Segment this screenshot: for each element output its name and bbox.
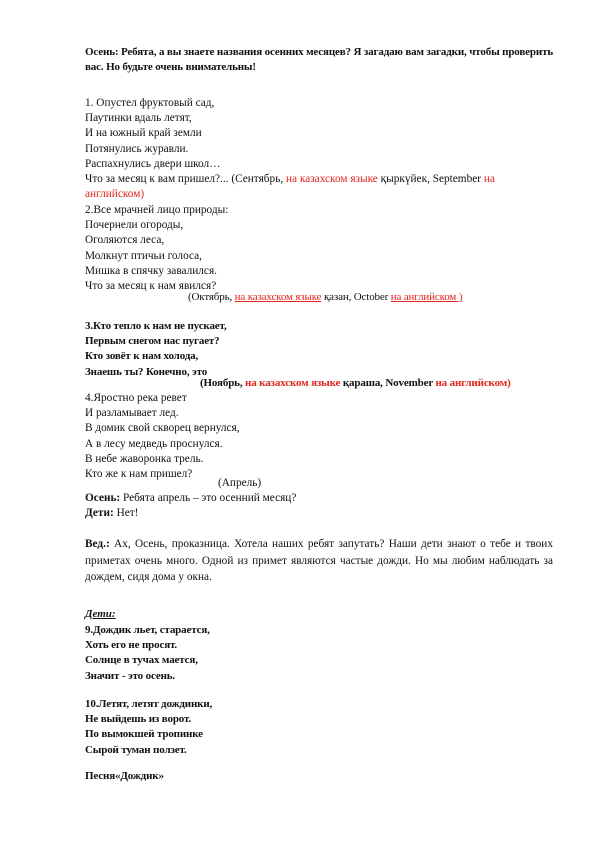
riddle-line: А в лесу медведь проснулся. (85, 437, 223, 450)
riddle-line: Потянулись журавли. (85, 142, 189, 155)
poem-line: Хоть его не просят. (85, 639, 178, 652)
autumn-line: Осень: Ребята апрель – это осенний месяц? (85, 492, 297, 504)
riddle-line: Оголяются леса, (85, 234, 165, 247)
kids-line: Дети: Нет! (85, 507, 139, 520)
riddle-line: И разламывает лед. (85, 407, 179, 420)
riddle-line: Первым снегом нас пугает? (85, 335, 220, 348)
riddle-line: Кто зовёт к нам холода, (85, 350, 199, 363)
riddle-line: Знаешь ты? Конечно, это (85, 365, 208, 378)
riddle-line: 3.Кто тепло к нам не пускает, (85, 320, 227, 332)
dialog (85, 491, 553, 521)
riddle-line: 2.Все мрачней лицо природы: (85, 204, 229, 216)
poem-line: По вымокшей тропинке (85, 728, 203, 741)
host-text: Ах, Осень, проказница. Хотела наших ребят запутать? Наши дети знают о тебе и твоих приметах очень много. Одной из примет являются частые дожди. Но мы любим наблюдать за дождем, сидя дома у окна. (85, 538, 553, 583)
host-paragraph (85, 536, 553, 586)
children-heading: Дети: (85, 608, 116, 620)
riddle-line: 4.Яростно река ревет (85, 392, 187, 404)
riddle-3-answer: (Ноябрь, на казахском языке қараша, November на английском) (200, 377, 511, 389)
poem-line: Значит - это осень. (85, 669, 176, 682)
poem-line: Не выйдешь из ворот. (85, 713, 192, 726)
riddle-line: Почернели огороды, (85, 219, 184, 232)
song-title: Песня«Дождик» (85, 770, 164, 782)
riddle-4-answer: (Апрель) (218, 477, 262, 489)
riddle-line: И на южный край земли (85, 127, 202, 140)
poem-line: Солнце в тучах мается, (85, 654, 198, 667)
host-speaker: Вед.: (85, 538, 110, 550)
riddle-line: В небе жаворонка трель. (85, 452, 204, 465)
english-note: на (483, 173, 495, 186)
riddle-line: Мишка в спячку завалился. (85, 264, 217, 277)
kazakh-note: на казахском языке (234, 291, 322, 303)
riddle-2-answer: (Октябрь, на казахском языке қазан, October на английском ) (188, 291, 463, 303)
riddle-line: Что за месяц к нам явился? (85, 280, 217, 293)
intro-paragraph (85, 45, 553, 75)
intro-text: Ребята, а вы знаете названия осенних месяцев? Я загадаю вам загадки, чтобы проверить вас. Но будьте очень внимательны! (85, 46, 553, 74)
poem-10 (85, 697, 553, 758)
riddle-3 (85, 319, 553, 380)
riddle-line: Молкнут птичьи голоса, (85, 249, 202, 262)
riddle-question: Что за месяц к вам пришел?... (Сентябрь, на казахском языке қыркүйек, September на (85, 173, 495, 186)
kazakh-note: на казахском языке (286, 173, 378, 186)
riddle-line: В домик свой скворец вернулся, (85, 422, 240, 435)
poem-line: 9.Дождик льет, старается, (85, 624, 210, 636)
poem-9 (85, 623, 553, 684)
riddle-line: 1. Опустел фруктовый сад, (85, 97, 215, 109)
kazakh-note: на казахском языке (245, 377, 341, 389)
riddle-line: Паутинки вдаль летят, (85, 112, 192, 125)
english-note: на английском) (435, 377, 511, 389)
riddle-2 (85, 203, 553, 294)
riddle-line: Кто же к нам пришел? (85, 468, 193, 481)
english-note-cont: английском) (85, 188, 145, 201)
poem-line: Сырой туман ползет. (85, 743, 187, 756)
riddle-line: Распахнулись двери школ… (85, 157, 221, 170)
poem-line: 10.Летят, летят дождинки, (85, 698, 213, 710)
riddle-4 (85, 391, 553, 482)
riddle-1 (85, 96, 553, 202)
english-note: на английском ) (390, 291, 463, 303)
intro-speaker: Осень: (85, 46, 119, 58)
